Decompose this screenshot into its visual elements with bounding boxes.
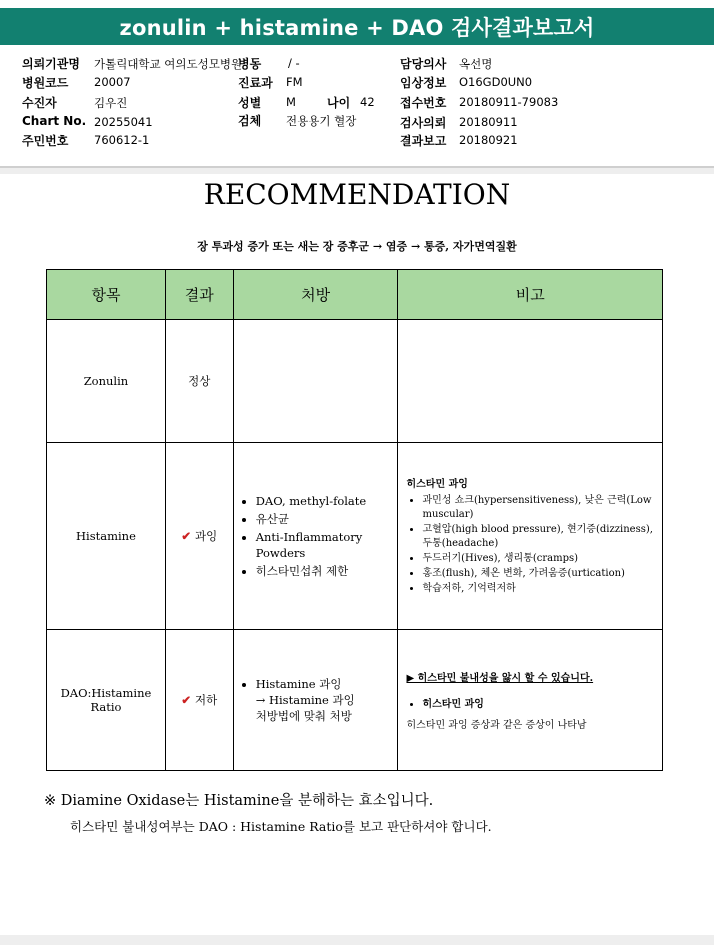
list-item: • 고혈압(high blood pressure), 현기증(dizziness), 두통(headache) xyxy=(422,523,656,551)
rx-dao-ratio xyxy=(233,630,398,771)
doctor-value: 옥선명 xyxy=(459,57,493,71)
receipt-value: 20180911-79083 xyxy=(459,95,559,109)
recommendation-table xyxy=(46,269,663,771)
note-histamine-list xyxy=(406,494,656,596)
rx-dao-line1: • Histamine 과잉 xyxy=(255,677,342,691)
list-item: • DAO, methyl-folate xyxy=(256,493,392,509)
result-histamine: 과잉 xyxy=(195,529,218,543)
doctor-label: 담당의사 xyxy=(400,57,447,71)
table-row-zonulin xyxy=(47,320,663,443)
list-item: • 히스타민섭취 제한 xyxy=(256,563,392,579)
list-item: • 두드러기(Hives), 생리통(cramps) xyxy=(422,552,656,566)
list-item: • 학습저하, 기억력저하 xyxy=(422,582,656,596)
result-dao-ratio-cell xyxy=(165,630,233,771)
request-value: 20180911 xyxy=(459,115,518,129)
header-result: 결과 xyxy=(165,270,233,320)
rx-zonulin xyxy=(233,320,398,443)
receipt-label: 접수번호 xyxy=(400,96,447,110)
list-item: • Anti-Inflammatory Powders xyxy=(256,529,392,561)
note-dao-ratio xyxy=(398,630,663,771)
section-divider xyxy=(0,168,714,174)
specimen-value: 전용용기 혈장 xyxy=(286,114,357,128)
list-item: • 히스타민 과잉 xyxy=(422,698,656,712)
institution-value: 가톨릭대학교 여의도성모병원 xyxy=(94,57,243,71)
item-dao-ratio-line2: Ratio xyxy=(90,700,122,714)
chart-no-label: Chart No. xyxy=(22,114,87,128)
note-dao-warning: ▶ 히스타민 불내성을 앓시 할 수 있습니다. xyxy=(406,673,594,684)
dept-value: FM xyxy=(286,75,303,89)
table-row-histamine xyxy=(47,443,663,630)
recommendation-subtitle: 장 투과성 증가 또는 새는 장 증후군 → 염증 → 통증, 자가면역질환 xyxy=(197,240,517,253)
note-zonulin xyxy=(398,320,663,443)
item-dao-ratio-line1: DAO:Histamine xyxy=(60,686,152,700)
header-item: 항목 xyxy=(47,270,166,320)
result-zonulin: 정상 xyxy=(165,320,233,443)
header-remarks: 비고 xyxy=(398,270,663,320)
id-number-value: 760612-1 xyxy=(94,133,150,147)
sex-label: 성별 xyxy=(238,96,262,110)
item-histamine: Histamine xyxy=(47,443,166,630)
ward-label: 병동 xyxy=(238,57,262,71)
chart-no-value: 20255041 xyxy=(94,115,153,129)
note-dao-list xyxy=(406,698,656,712)
report-title: zonulin + histamine + DAO 검사결과보고서 xyxy=(119,15,595,40)
report-title-bar xyxy=(0,8,714,45)
footer-note-dao: ※ Diamine Oxidase는 Histamine을 분해하는 효소입니다. xyxy=(44,793,434,809)
result-histamine-cell xyxy=(165,443,233,630)
list-item: • 유산균 xyxy=(256,511,392,527)
dept-label: 진료과 xyxy=(238,76,273,90)
item-dao-ratio xyxy=(47,630,166,771)
sex-value: M xyxy=(286,95,296,109)
report-date-label: 결과보고 xyxy=(400,134,447,148)
recommendation-title: RECOMMENDATION xyxy=(203,178,511,211)
ward-value: / - xyxy=(288,56,300,70)
result-dao-ratio: 저하 xyxy=(195,693,218,707)
hospital-code-label: 병원코드 xyxy=(22,76,69,90)
age-label: 나이 xyxy=(327,96,351,110)
specimen-label: 검체 xyxy=(238,114,262,128)
patient-info-section xyxy=(0,48,714,168)
hospital-code-value: 20007 xyxy=(94,75,131,89)
table-header-row xyxy=(47,270,663,320)
rx-histamine-list xyxy=(240,493,392,579)
footer-note-intolerance: 히스타민 불내성여부는 DAO : Histamine Ratio를 보고 판단하셔야 합니다. xyxy=(70,819,492,834)
request-label: 검사의뢰 xyxy=(400,116,447,130)
age-value: 42 xyxy=(360,95,375,109)
lab-no-value: O16GD0UN0 xyxy=(459,75,533,89)
rx-dao-ratio-list xyxy=(240,676,392,724)
rx-dao-line3: 처방법에 맞춰 처방 xyxy=(255,709,352,723)
header-prescription: 처방 xyxy=(233,270,398,320)
list-item xyxy=(256,676,392,724)
lab-no-label: 임상정보 xyxy=(400,76,447,90)
item-zonulin: Zonulin xyxy=(47,320,166,443)
patient-value: 김우진 xyxy=(94,96,128,110)
note-dao-description: 히스타민 과잉 증상과 같은 증상이 나타남 xyxy=(406,720,587,731)
rx-dao-line2: → Histamine 과잉 xyxy=(255,693,355,707)
list-item: • 홍조(flush), 체온 변화, 가려움증(urtication) xyxy=(422,567,656,581)
bottom-divider xyxy=(0,935,714,945)
check-mark-icon: ✔ xyxy=(181,693,191,707)
patient-label: 수진자 xyxy=(22,96,57,110)
rx-histamine xyxy=(233,443,398,630)
report-date-value: 20180921 xyxy=(459,133,518,147)
institution-label: 의뢰기관명 xyxy=(22,57,80,71)
list-item: • 과민성 쇼크(hypersensitiveness), 낮은 근력(Low muscular) xyxy=(422,494,656,522)
table-row-dao-ratio xyxy=(47,630,663,771)
id-number-label: 주민번호 xyxy=(22,134,69,148)
note-histamine xyxy=(398,443,663,630)
check-mark-icon: ✔ xyxy=(181,529,191,543)
note-histamine-heading: 히스타민 과잉 xyxy=(406,479,468,490)
